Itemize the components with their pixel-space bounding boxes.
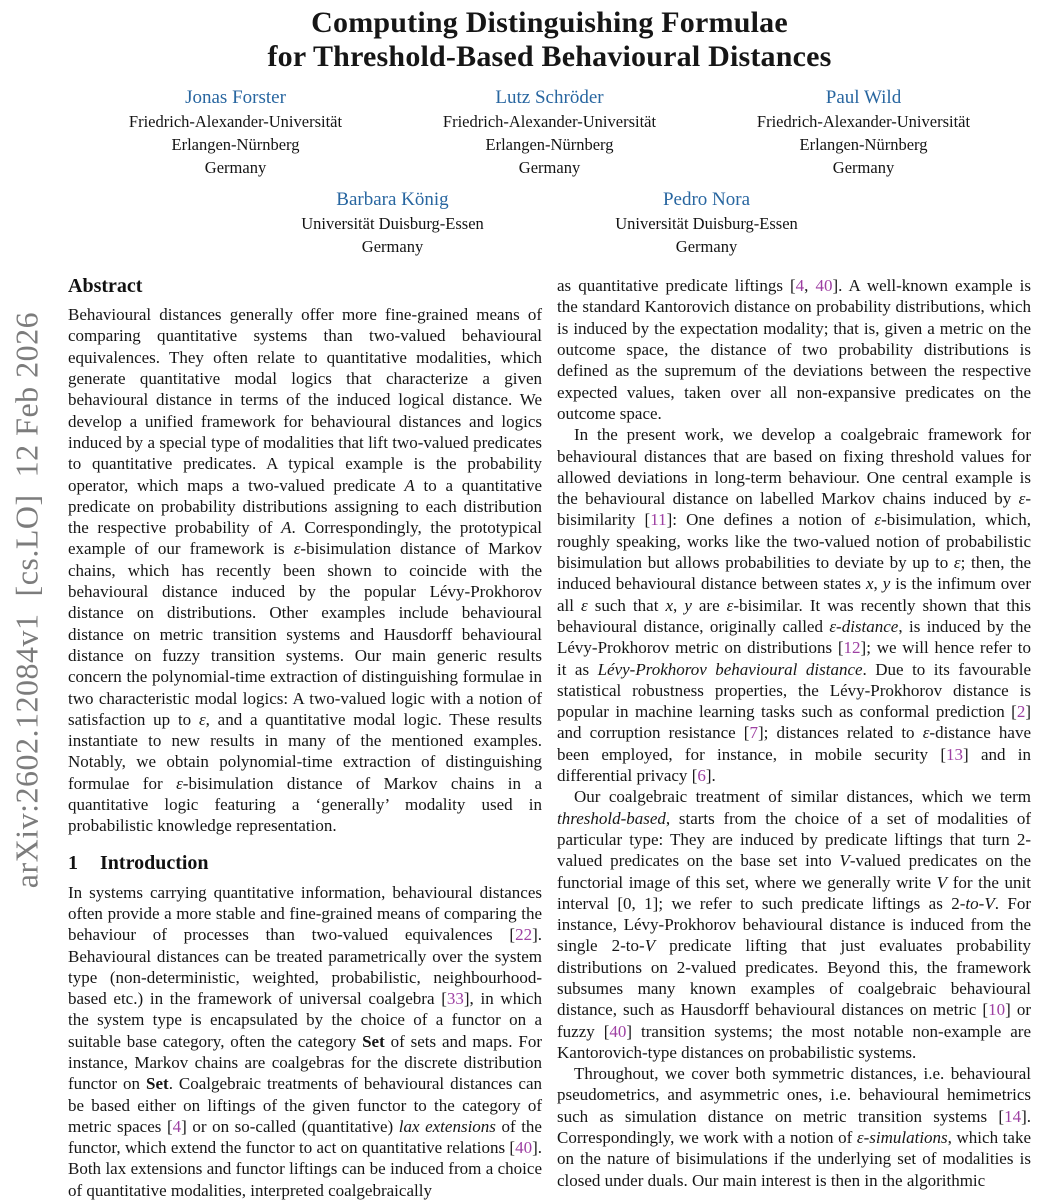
- citation-link[interactable]: 13: [946, 744, 963, 764]
- citation-link[interactable]: 10: [988, 1000, 1006, 1020]
- author-pedro-nora: [550, 188, 864, 258]
- author-country: Germany: [675, 237, 738, 257]
- two-column-body: [68, 275, 1031, 1200]
- author-name[interactable]: Pedro Nora: [662, 189, 751, 211]
- author-jonas-forster: [79, 86, 393, 179]
- paper-header: [68, 0, 1031, 258]
- section-number: 1: [68, 851, 78, 874]
- left-column: [68, 275, 542, 1200]
- abstract-text: Behavioural distances generally offer more fine-grained means of comparing quantitative systems than two-valued behavioural equivalences. They often relate to quantitative modalities, which generate quantitative modal logics that characterize a given behavioural distance in terms of the induced logical distance. We develop a unified framework for behavioural distances and logics induced by a special type of modalities that lift two-valued predicates to quantitative predicates. A typical example is the probability operator, which maps a two-valued predicate A to a quantitative predicate on probability distributions assigning to each distribution the respective probability of A. Correspondingly, the prototypical example of our framework is ε-bisimulation distance of Markov chains, which has recently been shown to coincide with the behavioural distance induced by the popular Lévy-Prokhorov distance on distributions. Other examples include behavioural distance on metric transition systems and Hausdorff behavioural distance on fuzzy transition systems. Our main generic results concern the polynomial-time extraction of distinguishing formulae in two characteristic modal logics: A two-valued logic with a notion of satisfaction up to ε, and a quantitative modal logic. These results instantiate to new results in many of the mentioned examples. Notably, we obtain polynomial-time extraction of distinguishing formulae for ε-bisimulation distance of Markov chains in a quantitative logic featuring a ‘generally’ modality used in probabilistic knowledge representation.: [68, 305, 542, 836]
- author-country: Germany: [518, 158, 581, 178]
- author-lutz-schroeder: [393, 86, 707, 179]
- page-content: [68, 0, 1031, 1200]
- right-paragraph-4: Throughout, we cover both symmetric distances, i.e. behavioural pseudometrics, and asymmetric ones, i.e. behavioural hemimetrics such as simulation distance on metric transition systems [14]. Correspondingly, we work with a notion of ε-simulations, which take on the nature of bisimulations if the underlying set of modalities is closed under duals. Our main interest is then in the algorithmic: [557, 1064, 1032, 1190]
- citation-link[interactable]: 7: [749, 723, 758, 743]
- citation-link[interactable]: 4: [172, 1116, 182, 1136]
- author-country: Germany: [361, 237, 424, 257]
- citation-link[interactable]: 22: [515, 925, 533, 945]
- citation-link[interactable]: 40: [515, 1138, 533, 1158]
- citation-link[interactable]: 6: [697, 766, 706, 786]
- author-country: Germany: [204, 158, 267, 178]
- author-affiliation: Universität Duisburg-Essen: [615, 214, 798, 234]
- author-name[interactable]: Lutz Schröder: [495, 87, 604, 109]
- paper-title: [68, 6, 1031, 73]
- right-column: [557, 275, 1031, 1200]
- citation-link[interactable]: 40: [609, 1021, 627, 1041]
- right-paragraph-2: In the present work, we develop a coalgebraic framework for behavioural distances that are based on fixing threshold values for allowed deviations in long-term behaviour. One central example is the behavioural distance on labelled Markov chains induced by ε-bisimilarity [11]: One defines a notion of ε-bisimulation, which, roughly speaking, works like the two-valued notion of probabilistic bisimulation but allows probabilities to deviate by up to ε; then, the induced behavioural distance between states x, y is the infimum over all ε such that x, y are ε-bisimilar. It was recently shown that this behavioural distance, originally called ε-distance, is induced by the Lévy-Prokhorov metric on distributions [12]; we will hence refer to it as Lévy-Prokhorov behavioural distance. Due to its favourable statistical robustness properties, the Lévy-Prokhorov distance is popular in machine learning tasks such as conformal prediction [2] and corruption resistance [7]; distances related to ε-distance have been employed, for instance, in mobile security [13] and in differential privacy [6].: [557, 425, 1031, 786]
- author-affiliation: Friedrich-Alexander-Universität: [128, 112, 343, 132]
- abstract-heading: Abstract: [68, 275, 143, 298]
- intro-paragraph-1: In systems carrying quantitative information, behavioural distances often provide a more stable and fine-grained means of comparing the behaviour of processes than two-valued equivalences [22]. Behavioural distances can be treated parametrically over the system type (non-deterministic, weighted, probabilistic, neighbourhood-based etc.) in the framework of universal coalgebra [33], in which the system type is encapsulated by the choice of a functor on a suitable base category, often the category Set of sets and maps. For instance, Markov chains are coalgebras for the discrete distribution functor on Set. Coalgebraic treatments of behavioural distances can be based either on liftings of the given functor to the category of metric spaces [4] or on so-called (quantitative) lax extensions of the functor, which extend the functor to act on quantitative relations [40]. Both lax extensions and functor liftings can be induced from a choice of quantitative modalities, interpreted coalgebraically: [68, 882, 542, 1200]
- author-affiliation-city: Erlangen-Nürnberg: [485, 135, 614, 155]
- author-affiliation: Friedrich-Alexander-Universität: [756, 112, 971, 132]
- citation-link[interactable]: 14: [1004, 1106, 1022, 1126]
- author-barbara-koenig: [236, 188, 550, 258]
- author-affiliation-city: Erlangen-Nürnberg: [799, 135, 928, 155]
- author-paul-wild: [707, 86, 1021, 179]
- section-heading-introduction: [68, 852, 542, 875]
- citation-link[interactable]: 33: [446, 989, 464, 1009]
- author-name[interactable]: Jonas Forster: [185, 87, 286, 109]
- authors-row-1: [68, 86, 1031, 179]
- title-line-2: for Threshold-Based Behavioural Distances: [267, 39, 832, 73]
- arxiv-watermark: arXiv:2602.12084v1 [cs.LO] 12 Feb 2026: [8, 311, 45, 889]
- citation-link[interactable]: 11: [650, 510, 667, 530]
- section-title: Introduction: [100, 851, 209, 874]
- citation-link[interactable]: 12: [843, 638, 861, 658]
- authors-row-2: [68, 188, 1031, 258]
- author-affiliation: Universität Duisburg-Essen: [301, 214, 484, 234]
- author-affiliation-city: Erlangen-Nürnberg: [171, 135, 300, 155]
- citation-link[interactable]: 2: [1016, 702, 1026, 722]
- author-country: Germany: [832, 158, 895, 178]
- right-paragraph-1: as quantitative predicate liftings [4, 40]. A well-known example is the standard Kantorovich distance on probability distributions, which is induced by the expectation modality; that is, given a metric on the outcome space, the distance of two probability distributions is defined as the supremum of the deviations between the respective expected values, taken over all non-expansive predicates on the outcome space.: [557, 276, 1031, 423]
- author-affiliation: Friedrich-Alexander-Universität: [442, 112, 657, 132]
- author-name[interactable]: Paul Wild: [825, 87, 902, 109]
- author-name[interactable]: Barbara König: [336, 189, 449, 211]
- citation-link[interactable]: 4: [795, 276, 805, 296]
- citation-link[interactable]: 40: [815, 276, 833, 296]
- title-line-1: Computing Distinguishing Formulae: [311, 6, 788, 39]
- right-paragraph-3: Our coalgebraic treatment of similar distances, which we term threshold-based, starts from the choice of a set of modalities of particular type: They are induced by predicate liftings that turn 2-valued predicates on the base set into V-valued predicates on the functorial image of this set, where we generally write V for the unit interval [0, 1]; we refer to such predicate liftings as 2-to-V. For instance, Lévy-Prokhorov behavioural distance is induced from the single 2-to-V predicate lifting that just evaluates probability distributions on 2-valued predicates. Beyond this, the framework subsumes many known examples of coalgebraic behavioural distance, such as Hausdorff behavioural distances on metric [10] or fuzzy [40] transition systems; the most notable non-example are Kantorovich-type distances on probabilistic systems.: [557, 787, 1031, 1062]
